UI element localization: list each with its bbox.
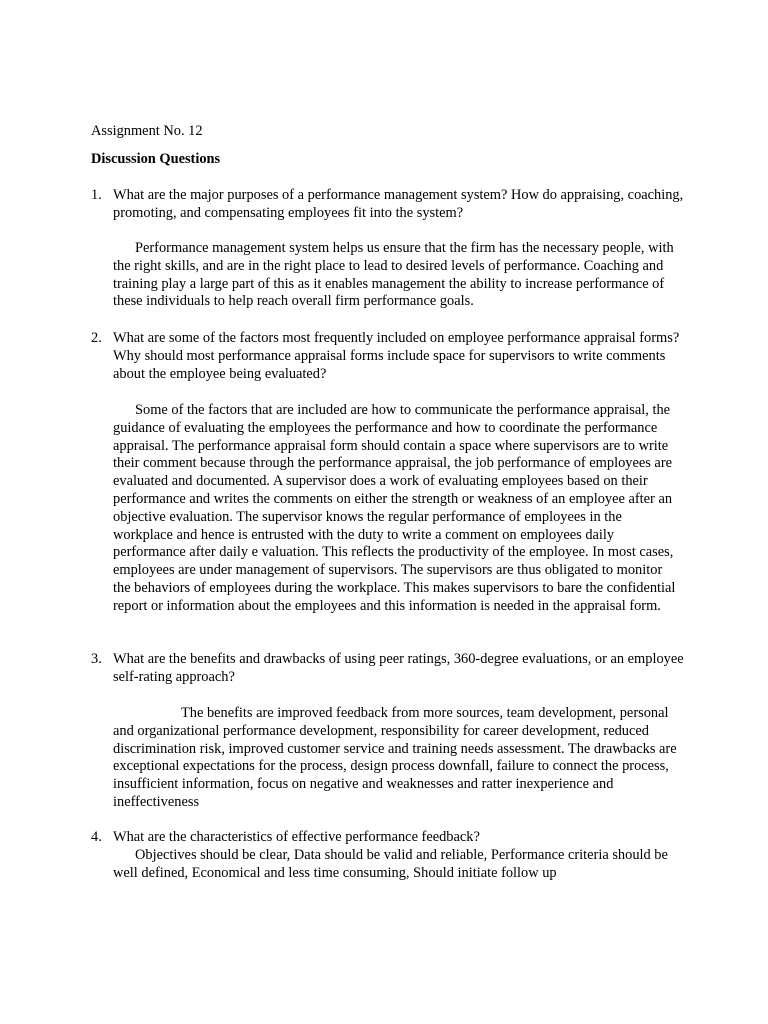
assignment-title: Assignment No. 12 bbox=[91, 123, 203, 139]
question-2 bbox=[91, 330, 691, 383]
answer-3: The benefits are improved feedback from more sources, team development, personal and organizational performance development, responsibility for career development, reduced discrimination risk, improved customer service and training needs assessment. The drawbacks are exceptional expectations for the process, design process downfall, failure to connect the process, insufficient information, focus on negative and weaknesses and ratter inexperience and ineffectiveness bbox=[113, 705, 677, 810]
question-text: What are the major purposes of a performance management system? How do appraising, coaching, promoting, and compensating employees fit into the system? bbox=[113, 187, 684, 221]
question-text: What are the benefits and drawbacks of using peer ratings, 360-degree evaluations, or an employee self-rating approach? bbox=[113, 651, 684, 685]
question-1 bbox=[91, 187, 691, 223]
question-4 bbox=[91, 829, 691, 847]
question-number: 4. bbox=[91, 829, 102, 845]
section-heading: Discussion Questions bbox=[91, 151, 221, 167]
question-number: 1. bbox=[91, 187, 102, 203]
answer-2: Some of the factors that are included are how to communicate the performance appraisal, the guidance of evaluating the employees the performance and how to coordinate the performance appraisal. The performance appraisal form should contain a space where supervisors are to write their comment because through the performance appraisal, the job performance of employees are evaluated and documented. A supervisor does a work of evaluating employees based on their performance and writes the comments on either the strength or weakness of an employee after an objective evaluation. The supervisor knows the regular performance of employees in the workplace and hence is entrusted with the duty to write a comment on employees daily performance after daily e valuation. This reflects the productivity of the employee. In most cases, employees are under management of supervisors. The supervisors are thus obligated to monitor the behaviors of employees during the workplace. This makes supervisors to bare the confidential report or information about the employees and this information is needed in the appraisal form. bbox=[113, 402, 676, 614]
answer-1: Performance management system helps us ensure that the firm has the necessary people, with the right skills, and are in the right place to lead to desired levels of performance. Coaching and training play a large part of this as it enables management the ability to increase performance of these individuals to help reach overall firm performance goals. bbox=[113, 240, 674, 310]
question-text: What are some of the factors most frequently included on employee performance appraisal forms? Why should most performance appraisal forms include space for supervisors to write comments about the employee being evaluated? bbox=[113, 330, 680, 382]
question-3 bbox=[91, 651, 691, 687]
question-number: 2. bbox=[91, 330, 102, 346]
question-text: What are the characteristics of effective performance feedback? bbox=[113, 829, 480, 845]
answer-4: Objectives should be clear, Data should be valid and reliable, Performance criteria should be well defined, Economical and less time consuming, Should initiate follow up bbox=[113, 847, 668, 881]
question-number: 3. bbox=[91, 651, 102, 667]
